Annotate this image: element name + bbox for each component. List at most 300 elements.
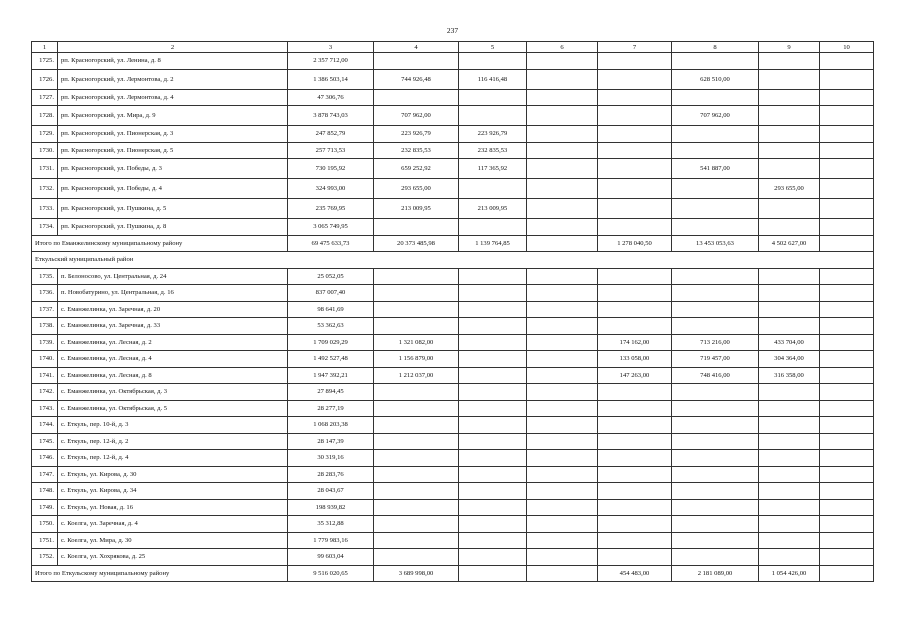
value-cell: 628 510,00 — [672, 69, 759, 89]
value-cell — [459, 268, 527, 285]
value-cell — [459, 532, 527, 549]
value-cell — [759, 516, 820, 533]
row-number-cell: 1747. — [32, 466, 58, 483]
row-number-cell: 1727. — [32, 89, 58, 106]
row-number-cell: 1738. — [32, 318, 58, 335]
value-cell — [459, 334, 527, 351]
value-cell — [459, 450, 527, 467]
value-cell — [672, 549, 759, 566]
value-cell: 133 058,00 — [598, 351, 672, 368]
value-cell — [820, 142, 874, 159]
table-row — [32, 499, 874, 516]
value-cell — [820, 126, 874, 143]
total-value-cell — [820, 235, 874, 252]
value-cell: 223 926,79 — [374, 126, 459, 143]
value-cell — [527, 400, 598, 417]
value-cell — [672, 219, 759, 236]
value-cell: 198 939,82 — [288, 499, 374, 516]
table-row — [32, 367, 874, 384]
value-cell — [598, 516, 672, 533]
value-cell: 3 878 743,03 — [288, 106, 374, 126]
address-cell: с. Коелга, ул. Мира, д. 30 — [58, 532, 288, 549]
row-number-cell: 1739. — [32, 334, 58, 351]
value-cell: 293 655,00 — [759, 179, 820, 199]
address-cell: с. Еткуль, ул. Новая, д. 16 — [58, 499, 288, 516]
address-cell: рп. Красногорский, ул. Победы, д. 3 — [58, 159, 288, 179]
value-cell: 213 009,95 — [374, 199, 459, 219]
value-cell — [374, 268, 459, 285]
value-cell — [527, 516, 598, 533]
value-cell — [374, 499, 459, 516]
value-cell — [820, 199, 874, 219]
column-header: 3 — [288, 42, 374, 53]
value-cell — [598, 285, 672, 302]
value-cell: 1 321 082,00 — [374, 334, 459, 351]
value-cell: 2 357 712,00 — [288, 53, 374, 70]
row-number-cell: 1745. — [32, 433, 58, 450]
total-value-cell — [527, 235, 598, 252]
row-number-cell: 1740. — [32, 351, 58, 368]
value-cell — [598, 126, 672, 143]
table-row — [32, 53, 874, 70]
value-cell: 1 068 203,38 — [288, 417, 374, 434]
value-cell — [672, 285, 759, 302]
value-cell — [820, 318, 874, 335]
value-cell — [598, 549, 672, 566]
value-cell — [672, 89, 759, 106]
value-cell — [459, 466, 527, 483]
value-cell — [374, 466, 459, 483]
value-cell — [374, 417, 459, 434]
table-row — [32, 516, 874, 533]
table-row — [32, 69, 874, 89]
value-cell — [374, 400, 459, 417]
value-cell — [598, 159, 672, 179]
value-cell — [527, 126, 598, 143]
value-cell — [459, 499, 527, 516]
value-cell — [527, 268, 598, 285]
value-cell — [672, 417, 759, 434]
value-cell: 232 835,53 — [459, 142, 527, 159]
value-cell — [598, 89, 672, 106]
table-row — [32, 142, 874, 159]
address-cell: с. Еткуль, ул. Кирова, д. 30 — [58, 466, 288, 483]
value-cell — [527, 466, 598, 483]
address-cell: рп. Красногорский, ул. Победы, д. 4 — [58, 179, 288, 199]
column-header: 2 — [58, 42, 288, 53]
row-number-cell: 1729. — [32, 126, 58, 143]
value-cell — [527, 499, 598, 516]
row-number-cell: 1730. — [32, 142, 58, 159]
table-row — [32, 219, 874, 236]
value-cell — [759, 89, 820, 106]
value-cell — [459, 384, 527, 401]
page-number: 237 — [446, 26, 459, 35]
value-cell — [374, 318, 459, 335]
value-cell — [759, 483, 820, 500]
value-cell — [527, 433, 598, 450]
value-cell — [672, 466, 759, 483]
value-cell — [598, 268, 672, 285]
value-cell: 324 993,00 — [288, 179, 374, 199]
value-cell — [527, 89, 598, 106]
value-cell — [759, 400, 820, 417]
value-cell: 748 416,00 — [672, 367, 759, 384]
table-row — [32, 268, 874, 285]
value-cell — [820, 285, 874, 302]
value-cell — [527, 199, 598, 219]
column-header: 5 — [459, 42, 527, 53]
table-row — [32, 318, 874, 335]
row-number-cell: 1741. — [32, 367, 58, 384]
total-value-cell: 1 054 426,00 — [759, 565, 820, 582]
value-cell — [759, 53, 820, 70]
value-cell: 1 709 029,29 — [288, 334, 374, 351]
value-cell — [459, 89, 527, 106]
value-cell — [374, 483, 459, 500]
table-row — [32, 89, 874, 106]
section-title-cell: Еткульский муниципальный район — [32, 252, 874, 269]
value-cell — [598, 219, 672, 236]
value-cell — [527, 367, 598, 384]
value-cell — [820, 69, 874, 89]
value-cell — [598, 466, 672, 483]
value-cell — [459, 417, 527, 434]
value-cell: 247 852,79 — [288, 126, 374, 143]
value-cell — [598, 142, 672, 159]
address-cell: с. Коелга, ул. Хохрякова, д. 25 — [58, 549, 288, 566]
value-cell: 28 283,76 — [288, 466, 374, 483]
row-number-cell: 1731. — [32, 159, 58, 179]
table-row — [32, 334, 874, 351]
value-cell — [820, 334, 874, 351]
value-cell — [374, 516, 459, 533]
value-cell — [672, 532, 759, 549]
total-value-cell — [820, 565, 874, 582]
table-row — [32, 433, 874, 450]
value-cell — [759, 69, 820, 89]
row-number-cell: 1751. — [32, 532, 58, 549]
row-number-cell: 1750. — [32, 516, 58, 533]
value-cell — [759, 433, 820, 450]
value-cell — [374, 433, 459, 450]
value-cell — [459, 301, 527, 318]
value-cell — [598, 69, 672, 89]
value-cell — [820, 367, 874, 384]
row-number-cell: 1737. — [32, 301, 58, 318]
value-cell — [672, 483, 759, 500]
value-cell: 1 386 503,14 — [288, 69, 374, 89]
value-cell — [459, 433, 527, 450]
value-cell — [374, 285, 459, 302]
column-header: 10 — [820, 42, 874, 53]
value-cell — [459, 516, 527, 533]
value-cell — [820, 433, 874, 450]
address-cell: с. Коелга, ул. Заречная, д. 4 — [58, 516, 288, 533]
table-row — [32, 159, 874, 179]
total-row — [32, 235, 874, 252]
value-cell — [759, 268, 820, 285]
value-cell — [820, 159, 874, 179]
value-cell — [527, 159, 598, 179]
total-value-cell: 3 689 998,00 — [374, 565, 459, 582]
value-cell — [527, 179, 598, 199]
value-cell — [672, 142, 759, 159]
value-cell: 744 926,48 — [374, 69, 459, 89]
value-cell — [759, 159, 820, 179]
table-row — [32, 532, 874, 549]
value-cell — [672, 126, 759, 143]
value-cell: 713 216,00 — [672, 334, 759, 351]
value-cell: 541 887,00 — [672, 159, 759, 179]
value-cell — [672, 499, 759, 516]
address-cell: рп. Красногорский, ул. Лермонтова, д. 2 — [58, 69, 288, 89]
total-value-cell: 4 502 627,00 — [759, 235, 820, 252]
value-cell — [598, 53, 672, 70]
value-cell: 35 312,88 — [288, 516, 374, 533]
value-cell — [527, 384, 598, 401]
value-cell — [598, 417, 672, 434]
value-cell — [759, 106, 820, 126]
value-cell — [759, 318, 820, 335]
value-cell: 30 319,16 — [288, 450, 374, 467]
address-cell: п. Новобатурино, ул. Центральная, д. 16 — [58, 285, 288, 302]
column-header: 9 — [759, 42, 820, 53]
value-cell: 433 704,00 — [759, 334, 820, 351]
value-cell: 116 416,48 — [459, 69, 527, 89]
row-number-cell: 1749. — [32, 499, 58, 516]
value-cell: 232 835,53 — [374, 142, 459, 159]
data-table — [31, 41, 874, 582]
row-number-cell: 1752. — [32, 549, 58, 566]
value-cell — [672, 384, 759, 401]
value-cell: 1 779 983,16 — [288, 532, 374, 549]
value-cell — [527, 219, 598, 236]
address-cell: с. Еткуль, пер. 12-й, д. 4 — [58, 450, 288, 467]
table-row — [32, 466, 874, 483]
value-cell — [759, 126, 820, 143]
address-cell: с. Еткуль, пер. 12-й, д. 2 — [58, 433, 288, 450]
table-row — [32, 351, 874, 368]
value-cell — [820, 483, 874, 500]
address-cell: рп. Красногорский, ул. Пушкина, д. 5 — [58, 199, 288, 219]
row-number-cell: 1725. — [32, 53, 58, 70]
value-cell: 304 364,00 — [759, 351, 820, 368]
value-cell — [527, 285, 598, 302]
value-cell — [459, 367, 527, 384]
value-cell: 235 769,95 — [288, 199, 374, 219]
value-cell — [820, 384, 874, 401]
value-cell — [374, 450, 459, 467]
address-cell: с. Еманжелинка, ул. Заречная, д. 33 — [58, 318, 288, 335]
value-cell — [759, 199, 820, 219]
value-cell — [672, 301, 759, 318]
address-cell: п. Белоносово, ул. Центральная, д. 24 — [58, 268, 288, 285]
value-cell — [759, 499, 820, 516]
table-row — [32, 549, 874, 566]
value-cell: 293 655,00 — [374, 179, 459, 199]
total-value-cell: 1 139 764,85 — [459, 235, 527, 252]
value-cell: 659 252,92 — [374, 159, 459, 179]
column-header: 1 — [32, 42, 58, 53]
value-cell — [820, 400, 874, 417]
value-cell — [672, 53, 759, 70]
value-cell: 730 195,92 — [288, 159, 374, 179]
address-cell: с. Еманжелинка, ул. Заречная, д. 20 — [58, 301, 288, 318]
value-cell — [527, 549, 598, 566]
address-cell: рп. Красногорский, ул. Лермонтова, д. 4 — [58, 89, 288, 106]
value-cell — [759, 142, 820, 159]
table-row — [32, 126, 874, 143]
table-row — [32, 106, 874, 126]
row-number-cell: 1726. — [32, 69, 58, 89]
value-cell — [759, 532, 820, 549]
table-row — [32, 417, 874, 434]
value-cell: 47 306,76 — [288, 89, 374, 106]
value-cell — [759, 466, 820, 483]
value-cell — [598, 301, 672, 318]
value-cell — [598, 532, 672, 549]
value-cell — [820, 106, 874, 126]
value-cell — [527, 301, 598, 318]
value-cell: 1 947 392,21 — [288, 367, 374, 384]
address-cell: с. Еманжелинка, ул. Лесная, д. 8 — [58, 367, 288, 384]
value-cell: 223 926,79 — [459, 126, 527, 143]
value-cell — [598, 318, 672, 335]
row-number-cell: 1734. — [32, 219, 58, 236]
value-cell — [598, 179, 672, 199]
value-cell — [820, 532, 874, 549]
value-cell: 98 641,69 — [288, 301, 374, 318]
address-cell: с. Еманжелинка, ул. Лесная, д. 4 — [58, 351, 288, 368]
address-cell: с. Еманжелинка, ул. Лесная, д. 2 — [58, 334, 288, 351]
column-header: 4 — [374, 42, 459, 53]
value-cell — [598, 199, 672, 219]
value-cell — [820, 301, 874, 318]
row-number-cell: 1742. — [32, 384, 58, 401]
value-cell — [527, 334, 598, 351]
value-cell — [374, 89, 459, 106]
value-cell: 28 147,39 — [288, 433, 374, 450]
total-value-cell: 69 475 633,73 — [288, 235, 374, 252]
total-value-cell: 454 483,00 — [598, 565, 672, 582]
value-cell: 707 962,00 — [672, 106, 759, 126]
table-header-row — [32, 42, 874, 53]
row-number-cell: 1735. — [32, 268, 58, 285]
value-cell — [459, 549, 527, 566]
value-cell: 3 065 749,95 — [288, 219, 374, 236]
value-cell: 53 362,63 — [288, 318, 374, 335]
value-cell — [527, 532, 598, 549]
row-number-cell: 1728. — [32, 106, 58, 126]
value-cell: 257 713,53 — [288, 142, 374, 159]
value-cell: 25 052,05 — [288, 268, 374, 285]
column-header: 8 — [672, 42, 759, 53]
table-row — [32, 483, 874, 500]
table-row — [32, 285, 874, 302]
value-cell — [527, 53, 598, 70]
value-cell — [598, 400, 672, 417]
address-cell: рп. Красногорский, ул. Мира, д. 9 — [58, 106, 288, 126]
value-cell — [820, 516, 874, 533]
address-cell: рп. Красногорский, ул. Ленина, д. 8 — [58, 53, 288, 70]
value-cell: 1 156 879,00 — [374, 351, 459, 368]
value-cell — [820, 268, 874, 285]
section-header-row — [32, 252, 874, 269]
value-cell — [759, 301, 820, 318]
value-cell — [820, 499, 874, 516]
table-row — [32, 179, 874, 199]
value-cell: 28 277,19 — [288, 400, 374, 417]
column-header: 6 — [527, 42, 598, 53]
table-row — [32, 400, 874, 417]
value-cell — [598, 499, 672, 516]
value-cell — [672, 516, 759, 533]
value-cell: 719 457,00 — [672, 351, 759, 368]
row-number-cell: 1743. — [32, 400, 58, 417]
value-cell — [459, 106, 527, 126]
value-cell — [672, 199, 759, 219]
value-cell — [598, 384, 672, 401]
value-cell — [672, 400, 759, 417]
value-cell — [527, 106, 598, 126]
value-cell: 707 962,00 — [374, 106, 459, 126]
row-number-cell: 1744. — [32, 417, 58, 434]
value-cell — [759, 450, 820, 467]
value-cell — [527, 142, 598, 159]
total-label-cell: Итого по Еткульскому муниципальному району — [32, 565, 288, 582]
total-value-cell: 9 516 020,65 — [288, 565, 374, 582]
value-cell — [374, 384, 459, 401]
value-cell — [759, 219, 820, 236]
value-cell — [459, 219, 527, 236]
value-cell — [374, 549, 459, 566]
row-number-cell: 1746. — [32, 450, 58, 467]
value-cell — [820, 219, 874, 236]
value-cell — [820, 466, 874, 483]
total-value-cell: 1 278 040,50 — [598, 235, 672, 252]
address-cell: рп. Красногорский, ул. Пионерская, д. 3 — [58, 126, 288, 143]
address-cell: с. Еткуль, пер. 10-й, д. 3 — [58, 417, 288, 434]
value-cell: 174 162,00 — [598, 334, 672, 351]
value-cell — [820, 417, 874, 434]
value-cell — [598, 450, 672, 467]
total-value-cell: 20 373 485,98 — [374, 235, 459, 252]
value-cell: 1 492 527,48 — [288, 351, 374, 368]
value-cell: 117 365,92 — [459, 159, 527, 179]
total-row — [32, 565, 874, 582]
value-cell — [820, 351, 874, 368]
value-cell — [672, 318, 759, 335]
value-cell — [527, 69, 598, 89]
value-cell — [459, 400, 527, 417]
address-cell: рп. Красногорский, ул. Пушкина, д. 8 — [58, 219, 288, 236]
value-cell — [598, 483, 672, 500]
table-row — [32, 384, 874, 401]
row-number-cell: 1732. — [32, 179, 58, 199]
value-cell — [459, 483, 527, 500]
row-number-cell: 1736. — [32, 285, 58, 302]
table-row — [32, 301, 874, 318]
column-header: 7 — [598, 42, 672, 53]
total-value-cell: 2 181 089,00 — [672, 565, 759, 582]
row-number-cell: 1748. — [32, 483, 58, 500]
value-cell — [820, 89, 874, 106]
value-cell: 27 894,45 — [288, 384, 374, 401]
value-cell — [820, 179, 874, 199]
value-cell: 147 263,00 — [598, 367, 672, 384]
value-cell — [820, 450, 874, 467]
